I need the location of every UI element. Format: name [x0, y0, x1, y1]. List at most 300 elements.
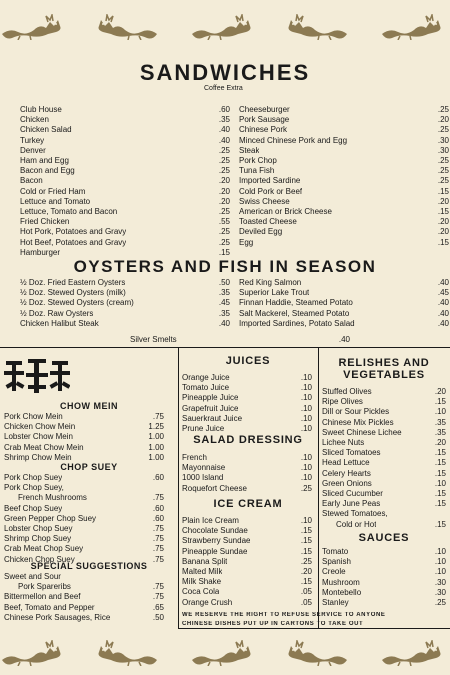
menu-item-name: Beef, Tomato and Pepper: [4, 602, 95, 612]
menu-item: [20, 105, 230, 115]
menu-item-price: .25: [218, 156, 230, 166]
menu-item-price: .10: [300, 516, 312, 525]
menu-item: [20, 207, 230, 217]
menu-item-name: Lettuce and Tomato: [20, 196, 91, 206]
menu-item: [322, 588, 446, 598]
section-divider: [0, 347, 450, 348]
menu-item: [182, 526, 312, 536]
menu-item: [182, 453, 312, 463]
menu-item: [4, 422, 164, 432]
menu-item-price: .65: [152, 602, 164, 612]
menu-item-price: .10: [300, 383, 312, 393]
menu-item-name: Pork Chop Suey: [4, 473, 63, 482]
menu-item-price: .10: [300, 393, 312, 403]
menu-item-price: .25: [218, 207, 230, 217]
menu-item: [182, 587, 312, 597]
menu-item-name: Lichee Nuts: [322, 438, 365, 448]
menu-item-price: .45: [218, 298, 230, 308]
menu-item-name: ½ Doz. Stewed Oysters (cream): [20, 298, 134, 308]
menu-item-price: .20: [437, 196, 449, 206]
menu-item-price: .25: [437, 105, 449, 114]
menu-item-name: Montebello: [322, 587, 362, 597]
menu-item-price: .25: [434, 598, 446, 608]
menu-item-price: .10: [434, 547, 446, 556]
menu-item: [182, 516, 312, 526]
menu-item-name: Spanish: [322, 557, 351, 567]
sauces-list: [322, 547, 446, 608]
menu-item-price: .75: [152, 592, 164, 602]
menu-item: [4, 524, 164, 534]
menu-item-price: .20: [434, 387, 446, 396]
oysters-title: OYSTERS AND FISH IN SEASON: [73, 257, 377, 276]
menu-item-name: Chinese Mix Pickles: [322, 417, 394, 427]
menu-item-name: Silver Smelts: [130, 335, 177, 344]
menu-item-name: Bacon: [20, 176, 43, 186]
menu-item-name: Early June Peas: [322, 499, 381, 509]
menu-item-name: Stanley: [322, 598, 349, 608]
oyster-list-right: [239, 278, 449, 329]
menu-item-price: .25: [437, 125, 449, 135]
menu-item-name: Grapefruit Juice: [182, 403, 239, 413]
dragon-icon: [0, 640, 64, 666]
menu-item-price: .20: [437, 115, 449, 125]
menu-item-name: Ripe Olives: [322, 397, 363, 407]
menu-item-price: .15: [434, 458, 446, 468]
menu-item-name: ½ Doz. Stewed Oysters (milk): [20, 288, 126, 298]
relishes-list: [322, 387, 446, 530]
menu-item-name: ½ Doz. Fried Eastern Oysters: [20, 278, 126, 287]
menu-item-price: .15: [300, 577, 312, 587]
menu-item-price: .15: [434, 448, 446, 458]
menu-item-price: .15: [437, 237, 449, 247]
menu-item-name: Malted Milk: [182, 567, 223, 577]
menu-item-name: Banana Split: [182, 556, 228, 566]
menu-item-price: .10: [300, 453, 312, 462]
menu-item-name: Strawberry Sundae: [182, 536, 251, 546]
menu-item-name: Steak: [239, 145, 260, 155]
menu-item-name: Pork Sausage: [239, 115, 290, 125]
menu-item: [4, 572, 164, 582]
menu-item-name: Lobster Chow Mein: [4, 432, 73, 442]
menu-item-name: Cheeseburger: [239, 105, 290, 114]
menu-item: [182, 393, 312, 403]
menu-item: [20, 166, 230, 176]
menu-item-name: Imported Sardine: [239, 176, 301, 186]
menu-item: [322, 479, 446, 489]
menu-item-name: Chocolate Sundae: [182, 526, 248, 536]
menu-item-price: .10: [434, 567, 446, 577]
menu-item-name: Tomato Juice: [182, 383, 230, 393]
menu-item: [182, 424, 312, 434]
menu-item-price: .15: [434, 499, 446, 509]
menu-item-price: .20: [434, 438, 446, 448]
menu-item-name: Pineapple Sundae: [182, 546, 248, 556]
menu-item: [20, 197, 230, 207]
menu-item-name: Deviled Egg: [239, 227, 283, 237]
menu-item-price: .10: [434, 557, 446, 567]
menu-item-name: Bittermellon and Beef: [4, 592, 81, 602]
menu-item-name: Bacon and Egg: [20, 166, 75, 176]
menu-item-price: .10: [434, 407, 446, 417]
menu-item-price: .20: [300, 567, 312, 577]
menu-item: [20, 309, 230, 319]
menu-item-price: .20: [218, 196, 230, 206]
dragon-icon: [190, 14, 254, 40]
menu-item-name: Imported Sardines, Potato Salad: [239, 318, 355, 328]
menu-item: [322, 418, 446, 428]
menu-item-name: Sliced Cucumber: [322, 489, 383, 499]
menu-item: [182, 536, 312, 546]
menu-item-price: .35: [434, 417, 446, 427]
menu-item-name: Green Onions: [322, 478, 372, 488]
menu-item-name: Finnan Haddie, Steamed Potato: [239, 298, 353, 308]
menu-item-price: .55: [218, 217, 230, 227]
menu-item: [4, 483, 164, 493]
menu-item: [239, 217, 449, 227]
menu-item-price: .40: [218, 125, 230, 135]
menu-item-price: .15: [434, 489, 446, 499]
menu-item-name: Egg: [239, 237, 254, 247]
menu-item-price: [426, 509, 446, 519]
menu-item-name: Chicken: [20, 115, 49, 125]
menu-item: [239, 125, 449, 135]
menu-item-price: .35: [434, 427, 446, 437]
menu-item: [182, 557, 312, 567]
menu-item-name: Chicken Chop Suey: [4, 554, 75, 564]
menu-item: [322, 557, 446, 567]
menu-item-price: .35: [218, 115, 230, 125]
menu-item: [322, 438, 446, 448]
menu-item: [4, 603, 164, 613]
menu-item: [322, 499, 446, 509]
menu-item-name: Red King Salmon: [239, 278, 302, 287]
menu-item-price: .10: [300, 373, 312, 382]
sandwiches-title: SANDWICHES: [139, 60, 311, 85]
menu-item-name: Mushroom: [322, 577, 360, 587]
section-divider: [178, 628, 450, 629]
ice-cream-heading: ICE CREAM: [213, 498, 283, 510]
menu-item: [4, 534, 164, 544]
menu-item: [239, 298, 449, 308]
menu-item-price: 1.25: [148, 422, 164, 432]
menu-item-price: .10: [300, 473, 312, 483]
menu-item: [182, 463, 312, 473]
menu-item-price: .25: [218, 237, 230, 247]
menu-item-name: Pork Chop Suey,: [4, 483, 64, 493]
silver-smelts-row: [130, 335, 350, 344]
salad-dressing-list: [182, 453, 312, 494]
menu-item: [322, 387, 446, 397]
menu-item: [4, 582, 164, 592]
menu-item-price: .25: [218, 227, 230, 237]
menu-item-price: .30: [437, 145, 449, 155]
dragon-icon: [380, 640, 444, 666]
sandwich-list-left: [20, 105, 230, 258]
menu-item-name: Sauerkraut Juice: [182, 413, 243, 423]
menu-item: [20, 227, 230, 237]
menu-item: [239, 136, 449, 146]
menu-item-name: Sliced Tomatoes: [322, 448, 381, 458]
menu-item: [322, 428, 446, 438]
menu-item: [322, 397, 446, 407]
ice-cream-list: [182, 516, 312, 608]
menu-item: [20, 115, 230, 125]
menu-item: [322, 547, 446, 557]
menu-item-name: Celery Hearts: [322, 468, 371, 478]
juices-heading: JUICES: [225, 355, 271, 367]
menu-item: [239, 278, 449, 288]
menu-item: [4, 412, 164, 422]
menu-item-name: Orange Crush: [182, 597, 233, 607]
menu-item: [20, 187, 230, 197]
menu-item-price: .20: [437, 227, 449, 237]
special-suggestions-list: [4, 572, 164, 623]
menu-item-price: .15: [300, 546, 312, 556]
column-divider: [318, 347, 319, 629]
menu-item-price: .05: [300, 597, 312, 607]
menu-item-price: .20: [218, 186, 230, 196]
menu-item-price: .25: [218, 145, 230, 155]
menu-item: [20, 298, 230, 308]
menu-item: [322, 458, 446, 468]
menu-item-price: .25: [300, 556, 312, 566]
menu-item: [182, 577, 312, 587]
menu-item-name: Beef Chop Suey: [4, 503, 63, 513]
menu-item: [20, 238, 230, 248]
menu-item: [239, 115, 449, 125]
coffee-extra-note: Coffee Extra: [204, 85, 243, 92]
menu-item: [182, 383, 312, 393]
menu-item: [20, 136, 230, 146]
relishes-heading-line2: VEGETABLES: [343, 369, 425, 381]
menu-item-price: .40: [437, 298, 449, 308]
dragon-icon: [190, 640, 254, 666]
menu-item-name: Chicken Salad: [20, 125, 72, 135]
menu-item-name: Minced Chinese Pork and Egg: [239, 135, 348, 145]
menu-item-price: .60: [152, 473, 164, 482]
menu-item-name: Fried Chicken: [20, 217, 70, 227]
menu-item: [182, 414, 312, 424]
menu-item-price: .15: [434, 519, 446, 529]
menu-item-price: .30: [434, 577, 446, 587]
menu-item-price: .75: [152, 544, 164, 554]
menu-item-price: .25: [437, 176, 449, 186]
menu-item-price: .20: [437, 217, 449, 227]
menu-item-name: Orange Juice: [182, 373, 230, 382]
menu-item-name: 1000 Island: [182, 473, 224, 483]
menu-item: [322, 598, 446, 608]
menu-item: [4, 493, 164, 503]
menu-item-name: Swiss Cheese: [239, 196, 290, 206]
menu-item-name: Cold Pork or Beef: [239, 186, 303, 196]
menu-item-price: .60: [152, 513, 164, 523]
menu-item-price: .30: [434, 587, 446, 597]
menu-item-price: .15: [434, 468, 446, 478]
menu-item-price: .25: [437, 156, 449, 166]
menu-item-price: .30: [437, 135, 449, 145]
menu-item-price: .05: [300, 587, 312, 597]
menu-item-name: Head Lettuce: [322, 458, 370, 468]
menu-item: [4, 443, 164, 453]
menu-item-name: American or Brick Cheese: [239, 207, 332, 217]
oyster-list-left: [20, 278, 230, 329]
menu-item: [182, 404, 312, 414]
menu-item-price: .50: [218, 278, 230, 287]
menu-item-price: .10: [300, 424, 312, 434]
menu-item-price: .35: [218, 308, 230, 318]
menu-item-name: Mayonnaise: [182, 463, 226, 473]
menu-item: [20, 146, 230, 156]
menu-item-price: .25: [300, 483, 312, 493]
menu-item: [322, 520, 446, 530]
menu-item-name: Dill or Sour Pickles: [322, 407, 390, 417]
menu-item-price: .60: [218, 105, 230, 114]
menu-item: [322, 489, 446, 499]
menu-item-price: [144, 572, 164, 582]
menu-item-price: .75: [152, 493, 164, 503]
menu-item-price: .40: [338, 335, 350, 344]
menu-item-price: .75: [152, 412, 164, 421]
menu-item-price: .75: [152, 524, 164, 534]
menu-item-name: Tuna Fish: [239, 166, 275, 176]
menu-item: [20, 278, 230, 288]
menu-item-name: Crab Meat Chow Mein: [4, 442, 84, 452]
menu-item-name: Hamburger: [20, 247, 61, 257]
menu-item: [239, 166, 449, 176]
menu-item-price: .15: [300, 526, 312, 536]
menu-item: [322, 448, 446, 458]
dragon-icon: [95, 640, 159, 666]
menu-item-name: Chinese Pork: [239, 125, 288, 135]
menu-item: [239, 309, 449, 319]
menu-item-price: .50: [152, 612, 164, 622]
menu-item-name: Shrimp Chop Suey: [4, 534, 72, 544]
menu-item-name: Stewed Tomatoes,: [322, 509, 388, 519]
menu-item-price: .35: [218, 288, 230, 298]
menu-item: [239, 146, 449, 156]
juices-list: [182, 373, 312, 434]
menu-item-name: Stuffed Olives: [322, 387, 372, 396]
column-divider: [178, 347, 179, 629]
menu-item-price: .40: [437, 318, 449, 328]
relishes-heading-line1: RELISHES AND: [338, 357, 430, 369]
menu-item-price: .45: [437, 288, 449, 298]
menu-item-price: .15: [218, 247, 230, 257]
menu-item-name: Plain Ice Cream: [182, 516, 239, 525]
dragon-icon: [95, 14, 159, 40]
dragon-icon: [380, 14, 444, 40]
menu-item-name: French Mushrooms: [18, 493, 87, 503]
menu-item: [20, 319, 230, 329]
menu-item: [4, 544, 164, 554]
menu-item: [20, 176, 230, 186]
menu-item-name: Chicken Chow Mein: [4, 422, 76, 432]
relishes-heading: [318, 357, 450, 381]
menu-item: [4, 592, 164, 602]
menu-item-name: Pork Spareribs: [18, 582, 71, 592]
menu-item-name: Pineapple Juice: [182, 393, 239, 403]
menu-item-price: .25: [218, 166, 230, 176]
menu-item-name: Lobster Chop Suey: [4, 524, 73, 534]
menu-item-price: .25: [437, 166, 449, 176]
menu-item: [20, 156, 230, 166]
menu-item-name: Pork Chow Mein: [4, 412, 63, 421]
menu-item-price: 1.00: [148, 432, 164, 442]
menu-item: [322, 509, 446, 519]
dragon-icon: [0, 14, 64, 40]
menu-item-name: Hot Beef, Potatoes and Gravy: [20, 237, 127, 247]
menu-item-name: Milk Shake: [182, 577, 222, 587]
menu-item-name: Cold or Hot: [336, 519, 377, 529]
menu-item: [4, 504, 164, 514]
sandwich-list-right: [239, 105, 449, 248]
menu-item-price: .10: [300, 403, 312, 413]
chow-mein-list: [4, 412, 164, 463]
menu-item-name: Toasted Cheese: [239, 217, 297, 227]
menu-item-name: Chicken Halibut Steak: [20, 318, 99, 328]
menu-item: [182, 473, 312, 483]
menu-item-name: Crab Meat Chop Suey: [4, 544, 84, 554]
dragon-icon: [285, 14, 349, 40]
menu-item-price: .10: [300, 463, 312, 473]
menu-item: [4, 473, 164, 483]
menu-item-price: .75: [152, 582, 164, 592]
menu-item-name: Cold or Fried Ham: [20, 186, 86, 196]
menu-item: [4, 613, 164, 623]
menu-item-name: Green Pepper Chop Suey: [4, 513, 97, 523]
menu-item-name: Coca Cola: [182, 587, 220, 597]
menu-item-name: ½ Doz. Raw Oysters: [20, 308, 94, 318]
notice-take-out: CHINESE DISHES PUT UP IN CARTONS TO TAKE OUT: [182, 621, 364, 627]
menu-item-price: .40: [218, 318, 230, 328]
menu-item-price: .40: [218, 135, 230, 145]
menu-item-name: Denver: [20, 145, 46, 155]
menu-item-price: .15: [300, 536, 312, 546]
menu-item: [239, 105, 449, 115]
menu-item-price: 1.00: [148, 452, 164, 462]
chop-suey-list: [4, 473, 164, 565]
top-dragon-border: [0, 14, 450, 40]
bottom-dragon-border: [0, 640, 450, 666]
menu-item-price: 1.00: [148, 442, 164, 452]
sauces-heading: SAUCES: [358, 532, 410, 544]
menu-item: [182, 547, 312, 557]
menu-item-name: Creole: [322, 567, 346, 577]
menu-item-name: Salt Mackerel, Steamed Potato: [239, 308, 350, 318]
menu-item: [239, 288, 449, 298]
menu-item-name: Tomato: [322, 547, 349, 556]
menu-item: [239, 187, 449, 197]
menu-item: [182, 484, 312, 494]
dragon-icon: [285, 640, 349, 666]
menu-item-price: .60: [152, 503, 164, 513]
menu-item-name: Prune Juice: [182, 424, 225, 434]
menu-item-name: Ham and Egg: [20, 156, 69, 166]
menu-item-price: .15: [437, 207, 449, 217]
menu-item-price: .15: [437, 186, 449, 196]
menu-item-price: .40: [437, 278, 449, 287]
menu-item: [322, 407, 446, 417]
menu-item: [182, 567, 312, 577]
menu-item: [20, 125, 230, 135]
menu-item-price: .10: [434, 478, 446, 488]
notice-refuse-service: WE RESERVE THE RIGHT TO REFUSE SERVICE TO ANYONE: [182, 612, 386, 618]
menu-item-price: .20: [218, 176, 230, 186]
menu-item: [239, 227, 449, 237]
menu-item: [322, 578, 446, 588]
menu-item-price: .40: [437, 308, 449, 318]
menu-item: [239, 319, 449, 329]
